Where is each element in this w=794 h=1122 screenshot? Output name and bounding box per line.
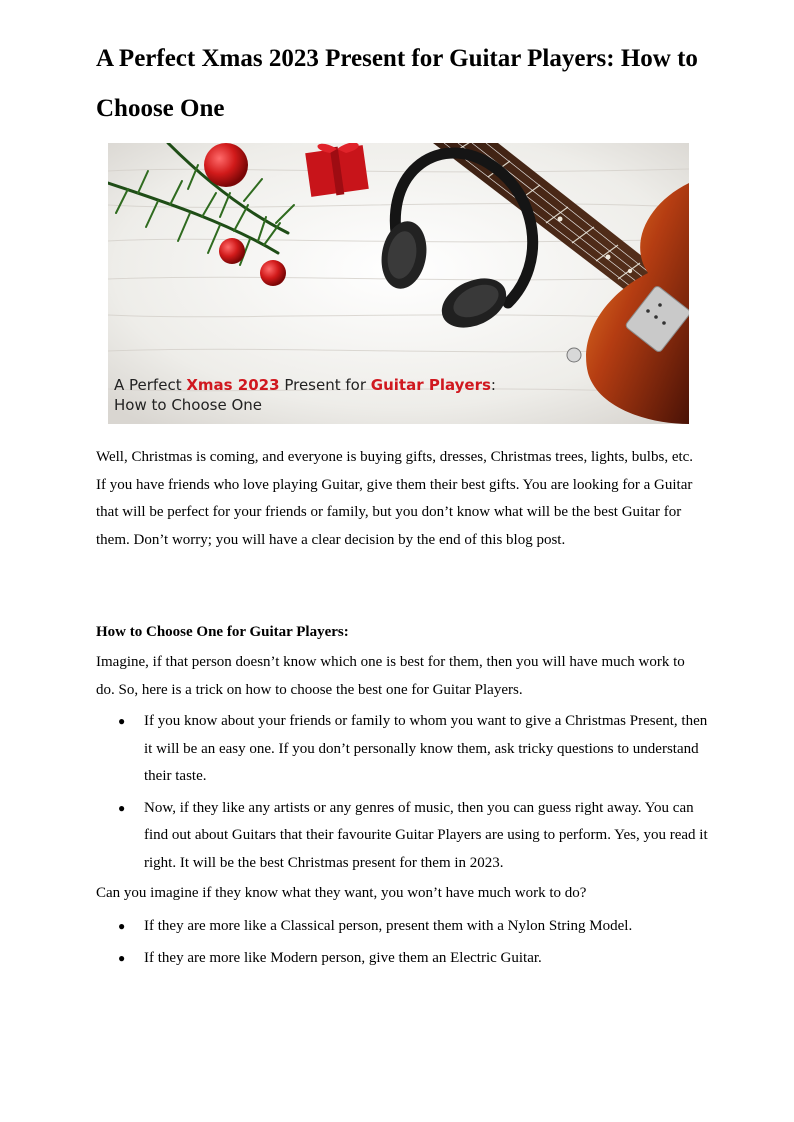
section-heading: How to Choose One for Guitar Players:	[96, 624, 349, 640]
hero-caption-text: A Perfect	[114, 376, 187, 394]
page-title: A Perfect Xmas 2023 Present for Guitar Players: How to Choose One	[96, 45, 698, 122]
list-item-text: Now, if they like any artists or any genres of music, then you can guess right away. You can find out about Guitars that their favourite Guitar Players are using to perform. Yes, you read it right. It will be the best Christmas present for them in 2023.	[144, 799, 708, 871]
intro-paragraph: Well, Christmas is coming, and everyone is buying gifts, dresses, Christmas trees, lights, bulbs, etc. If you have friends who love playing Guitar, give them their best gifts. You are looking for a Guitar that will be perfect for your friends or family, but you don’t know what will be the best Guitar for them. Don’t worry; you will have a clear decision by the end of this blog post.	[96, 449, 694, 548]
hero-caption-colon: :	[490, 376, 496, 394]
list-item	[96, 945, 716, 973]
hero-image	[108, 143, 689, 424]
list-item	[96, 708, 716, 791]
hero-caption-text: Present for	[279, 376, 371, 394]
closing-paragraph: Can you imagine if they know what they want, you won’t have much work to do?	[96, 885, 587, 901]
bullet-icon: ●	[118, 919, 126, 933]
guitar-type-list	[96, 913, 716, 976]
list-item	[96, 913, 716, 941]
hero-caption-line-2: How to Choose One	[114, 396, 263, 414]
tips-list	[96, 708, 716, 881]
list-item-text: If they are more like a Classical person, present them with a Nylon String Model.	[144, 918, 633, 934]
bullet-icon: ●	[118, 714, 126, 728]
bullet-icon: ●	[118, 800, 126, 815]
list-item-text: If you know about your friends or family to whom you want to give a Christmas Present, then it will be an easy one. If you don’t personally know them, ask tricky questions to understand their taste.	[144, 713, 708, 784]
bullet-icon: ●	[118, 950, 126, 965]
hero-caption	[114, 375, 496, 415]
section-paragraph: Imagine, if that person doesn’t know which one is best for them, then you will have much work to do. So, here is a trick on how to choose the best one for Guitar Players.	[96, 654, 685, 698]
hero-caption-highlight-guitar-players: Guitar Players	[370, 376, 491, 394]
list-item-text: If they are more like Modern person, give them an Electric Guitar.	[144, 949, 542, 966]
list-item	[96, 795, 716, 878]
hero-caption-highlight-xmas: Xmas 2023	[186, 376, 280, 394]
hero-caption-line-1	[114, 375, 496, 395]
